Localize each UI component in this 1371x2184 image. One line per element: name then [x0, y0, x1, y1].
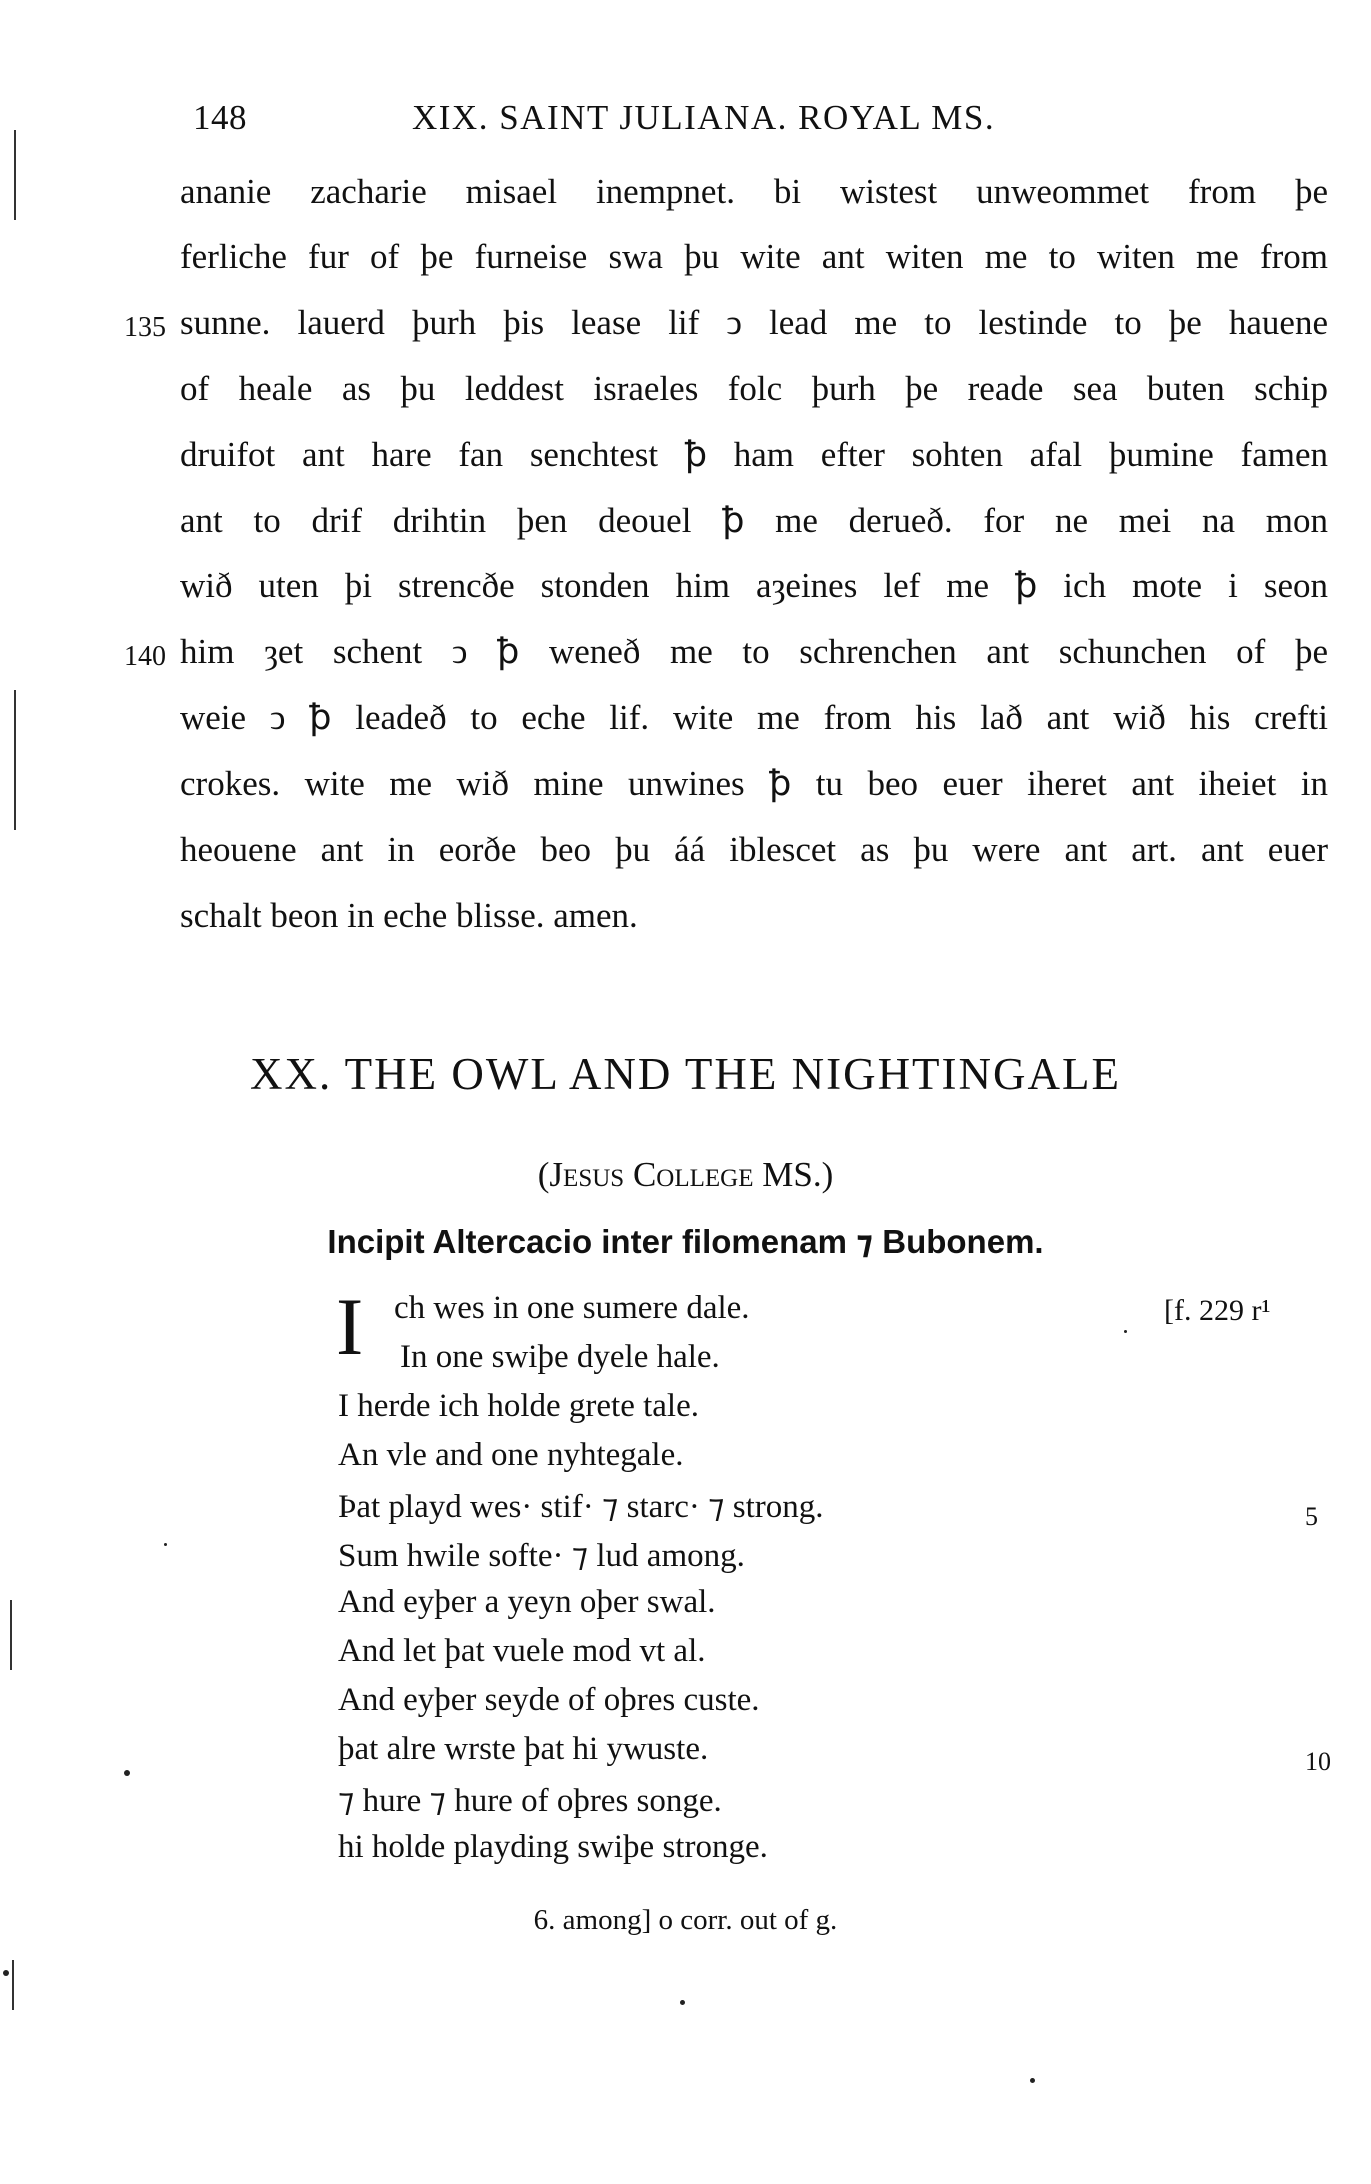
verse-line: hi holde playding swiþe stronge.	[338, 1829, 768, 1865]
prose-line: of heale as þu leddest israeles folc þurh þe reade sea buten schip	[180, 369, 1328, 408]
verse-line: An vle and one nyhtegale.	[338, 1437, 684, 1473]
scan-margin-mark	[14, 130, 16, 220]
page-number: 148	[193, 98, 247, 137]
manuscript-name: (Jesus College MS.)	[537, 1155, 834, 1194]
prose-line: weie ↄ ꝥ leadeð to eche lif. wite me from his lað ant wið his crefti	[180, 698, 1328, 737]
verse-line: ch wes in one sumere dale.	[394, 1290, 750, 1326]
verse-line: And let þat vuele mod vt al.	[338, 1633, 706, 1669]
prose-line: wið uten þi strencðe stonden him aȝeines lef me ꝥ ich mote i seon	[180, 566, 1328, 605]
verse-line: And eyþer seyde of oþres custe.	[338, 1682, 760, 1718]
section-title: XX. THE OWL AND THE NIGHTINGALE	[249, 1049, 1122, 1099]
line-number: 140	[124, 641, 166, 672]
footnote: 6. among] o corr. out of g.	[533, 1904, 838, 1936]
prose-line: crokes. wite me wið mine unwines ꝥ tu beo euer iheret ant iheiet in	[180, 764, 1328, 803]
prose-line: ananie zacharie misael inempnet. bi wistest unweommet from þe	[180, 172, 1328, 211]
scan-margin-mark	[10, 1600, 12, 1670]
verse-number: 10	[1305, 1747, 1331, 1776]
verse-line: And eyþer a yeyn oþer swal.	[338, 1584, 716, 1620]
verse-number: 5	[1305, 1502, 1318, 1531]
prose-line: ferliche fur of þe furneise swa þu wite ant witen me to witen me from	[180, 237, 1328, 276]
verse-line: þat alre wrste þat hi ywuste.	[338, 1731, 709, 1767]
prose-line: him ȝet schent ↄ ꝥ weneð me to schrenchen ant schunchen of þe	[180, 632, 1328, 671]
line-number: 135	[124, 312, 166, 343]
verse-line: ⁊ hure ⁊ hure of oþres songe.	[338, 1783, 722, 1819]
verse-line: I herde ich holde grete tale.	[338, 1388, 699, 1424]
incipit: Incipit Altercacio inter filomenam ⁊ Bubonem.	[327, 1223, 1044, 1260]
verse-line: In one swiþe dyele hale.	[400, 1339, 720, 1375]
scan-margin-mark	[12, 1960, 14, 2010]
folio-reference: [f. 229 r¹	[1164, 1294, 1271, 1327]
running-title: XIX. SAINT JULIANA. ROYAL MS.	[412, 98, 996, 137]
scan-margin-mark	[14, 690, 16, 830]
prose-line: sunne. lauerd þurh þis lease lif ↄ lead me to lestinde to þe hauene	[180, 303, 1328, 342]
prose-line: schalt beon in eche blisse. amen.	[180, 896, 638, 935]
drop-cap: I	[336, 1281, 364, 1372]
prose-line: ant to drif drihtin þen deouel ꝥ me derueð. for ne mei na mon	[180, 501, 1328, 540]
prose-line: druifot ant hare fan senchtest ꝥ ham efter sohten afal þumine famen	[180, 435, 1328, 474]
verse-line: Þat playd wes· stif· ⁊ starc· ⁊ strong.	[338, 1489, 824, 1525]
verse-line: Sum hwile softe· ⁊ lud among.	[338, 1538, 745, 1574]
prose-line: heouene ant in eorðe beo þu áá iblescet as þu were ant art. ant euer	[180, 830, 1328, 869]
